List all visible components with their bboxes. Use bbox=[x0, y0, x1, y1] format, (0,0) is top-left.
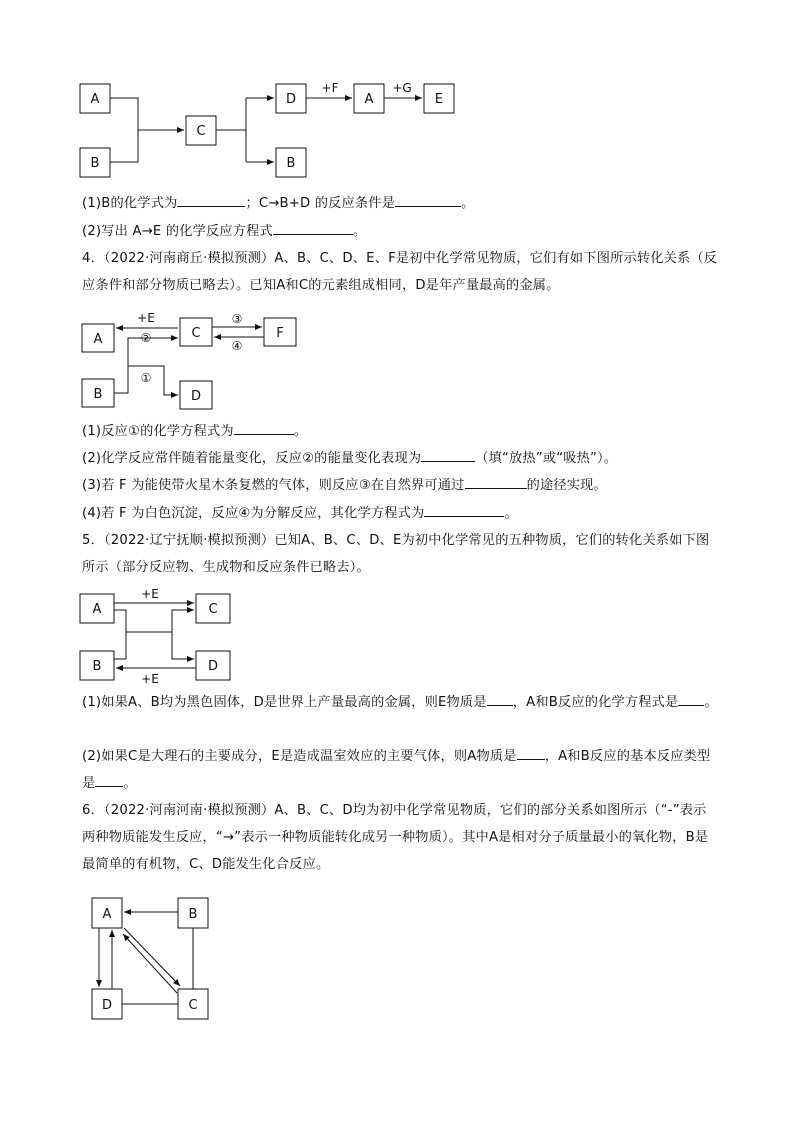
q6-stem: 6．（2022·河南河南·模拟预测）A、B、C、D均为初中化学常见物质，它们的部分关系如图所示（“-”表示两种物质能发生反应，“→”表示一种物质能转化成另一种物质）。其中A是相对分子质量最小的氧化物，B是最简单的有机物，C、D能发生化合反应。 bbox=[82, 803, 709, 872]
answer-blank bbox=[395, 194, 461, 207]
answer-blank bbox=[273, 222, 353, 235]
node-label: B bbox=[93, 387, 103, 402]
node-label: B bbox=[90, 156, 100, 171]
answer-blank bbox=[177, 194, 245, 207]
arrow-label: +G bbox=[392, 81, 412, 95]
arrow-label: +E bbox=[141, 587, 159, 601]
diagram-2 bbox=[82, 318, 296, 409]
q4-stem: 4．（2022·河南商丘·模拟预测）A、B、C、D、E、F是初中化学常见物质，它们有如下图所示转化关系（反应条件和部分物质已略去）。已知A和C的元素组成相同，D是年产量最高的金属。 bbox=[82, 251, 718, 293]
arrow-label: ① bbox=[140, 371, 152, 385]
node-label: A bbox=[102, 907, 112, 922]
q4-part4: (4)若 F 为白色沉淀，反应④为分解反应，其化学方程式为 。 bbox=[82, 506, 518, 521]
arrow-label: ③ bbox=[231, 312, 243, 326]
node-label: D bbox=[190, 389, 202, 404]
node-label: C bbox=[191, 326, 201, 341]
node-label: A bbox=[93, 332, 103, 347]
node-label: A bbox=[90, 92, 100, 107]
node-label: C bbox=[188, 998, 198, 1013]
q4-part2: (2)化学反应常伴随着能量变化，反应②的能量变化表现为 （填“放热”或“吸热”）。 bbox=[82, 451, 618, 466]
node-label: F bbox=[276, 326, 284, 341]
q3-part2: (2)写出 A→E 的化学反应方程式 。 bbox=[82, 224, 367, 239]
node-label: A bbox=[92, 602, 102, 617]
node-label: E bbox=[434, 92, 444, 107]
node-label: A bbox=[364, 92, 374, 107]
answer-blank bbox=[487, 693, 513, 706]
node-label: D bbox=[285, 92, 297, 107]
q5-part1: (1)如果A、B均为黑色固体，D是世界上产量最高的金属，则E物质是 ，A和B反应的化学方程式是 。 bbox=[82, 695, 718, 710]
answer-blank bbox=[678, 693, 704, 706]
q5-stem: 5．（2022·辽宁抚顺·模拟预测）已知A、B、C、D、E为初中化学常见的五种物质，它们的转化关系如下图所示（部分反应物、生成物和反应条件已略去）。 bbox=[82, 533, 710, 575]
answer-blank bbox=[424, 504, 504, 517]
node-label: C bbox=[208, 602, 218, 617]
node-label: B bbox=[188, 907, 198, 922]
node-label: D bbox=[207, 659, 219, 674]
answer-blank bbox=[234, 422, 294, 435]
node-label: B bbox=[286, 156, 296, 171]
arrow-label: +F bbox=[321, 81, 339, 95]
q4-part1: (1)反应①的化学方程式为 。 bbox=[82, 424, 308, 439]
answer-blank bbox=[517, 747, 545, 760]
node-label: B bbox=[92, 659, 102, 674]
arrow-label: ④ bbox=[231, 339, 243, 353]
diagram-1 bbox=[80, 84, 454, 177]
q3-part1: (1)B的化学式为 ；C→B+D 的反应条件是 。 bbox=[82, 196, 475, 211]
arrow-label: +E bbox=[137, 311, 155, 325]
arrow-label: ② bbox=[140, 331, 152, 345]
node-label: D bbox=[101, 998, 113, 1013]
node-label: C bbox=[196, 124, 206, 139]
answer-blank bbox=[421, 449, 475, 462]
q4-part3: (3)若 F 为能使带火星木条复燃的气体，则反应③在自然界可通过 的途径实现。 bbox=[82, 478, 607, 493]
q5-part2: (2)如果C是大理石的主要成分，E是造成温室效应的主要气体，则A物质是 ，A和B反应的基本反应类型是 。 bbox=[82, 749, 711, 791]
answer-blank bbox=[465, 476, 527, 489]
arrow-label: +E bbox=[141, 672, 159, 686]
answer-blank bbox=[95, 774, 123, 787]
